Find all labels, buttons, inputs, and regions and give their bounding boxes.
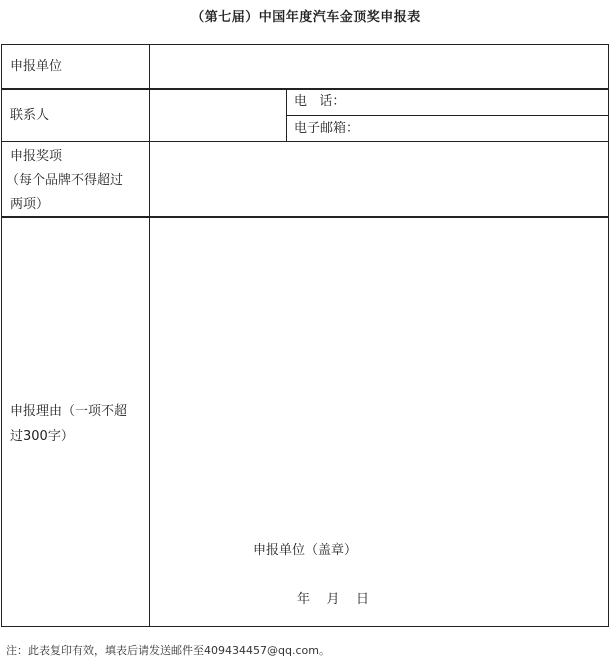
table-border-bottom [1, 626, 609, 627]
date-label: 年 月 日 [297, 592, 370, 607]
phone-field[interactable] [361, 91, 607, 114]
application-form [1, 44, 609, 627]
award-label-line2: （每个品牌不得超过 [6, 173, 124, 188]
stamp-label: 申报单位（盖章） [253, 543, 358, 558]
award-label-line1: 申报奖项 [10, 149, 63, 164]
table-border-left [1, 44, 2, 627]
applicant-unit-field[interactable] [151, 46, 607, 87]
table-border-top [1, 44, 609, 45]
label-column-divider [149, 44, 150, 627]
footer-note: 注：此表复印有效，填表后请发送邮件至409434457@qq.com。 [6, 644, 330, 657]
reason-field[interactable] [151, 219, 607, 519]
contact-label: 联系人 [10, 108, 50, 123]
reason-label-line1: 申报理由（一项不超 [10, 404, 128, 419]
row-divider-3 [1, 216, 609, 218]
contact-person-field[interactable] [151, 91, 285, 140]
award-label-line3: 两项） [10, 197, 50, 212]
phone-label: 电 话： [294, 94, 346, 109]
table-border-right [608, 44, 609, 627]
row-divider-2 [1, 141, 609, 142]
reason-label-line2: 过300字） [10, 429, 74, 444]
email-label: 电子邮箱： [294, 121, 360, 136]
email-field[interactable] [371, 117, 607, 140]
form-title: （第七届）中国年度汽车金顶奖申报表 [191, 10, 421, 25]
award-field[interactable] [151, 143, 607, 215]
contact-column-divider [286, 89, 287, 142]
applicant-unit-label: 申报单位 [10, 59, 63, 74]
